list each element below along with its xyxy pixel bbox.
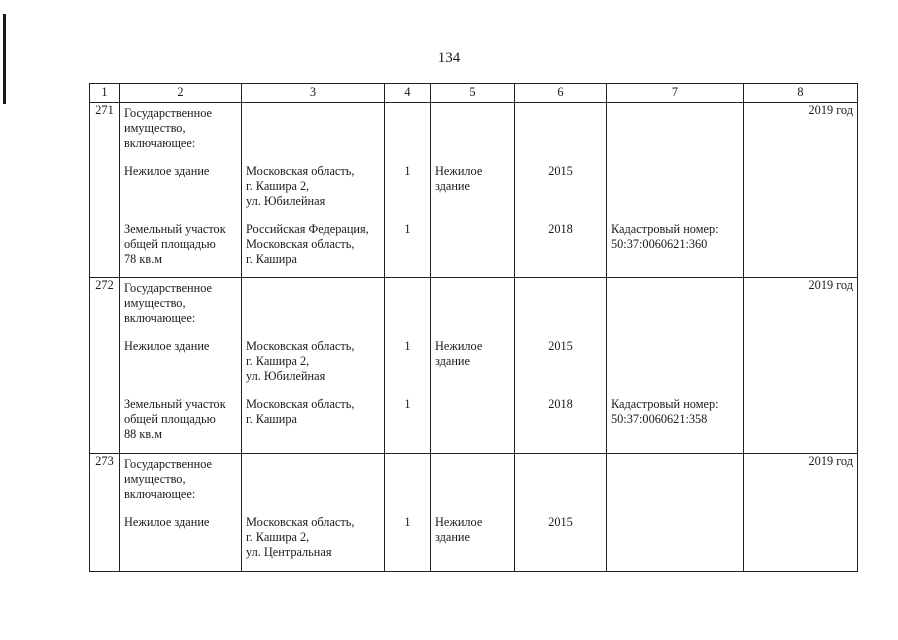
item-quantity: 1	[404, 397, 411, 411]
table-row	[90, 103, 858, 278]
transfer-year: 2019 год	[744, 103, 858, 278]
item-year: 2015	[548, 515, 573, 529]
column-header-6: 6	[515, 84, 607, 103]
item-address: Московская область, г. Кашира 2, ул. Юбилейная	[246, 339, 355, 383]
item-address: Московская область, г. Кашира	[246, 397, 355, 426]
year-cell	[515, 278, 607, 454]
item-address: Московская область, г. Кашира 2, ул. Юбилейная	[246, 164, 355, 208]
item-address: Московская область, г. Кашира 2, ул. Центральная	[246, 515, 355, 559]
item-address: Российская Федерация, Московская область, г. Кашира	[246, 222, 369, 266]
column-header-7: 7	[607, 84, 744, 103]
row-number: 272	[90, 278, 120, 454]
group-label: Государственное имущество, включающее:	[124, 281, 212, 325]
note-cell	[607, 278, 744, 454]
item-name: Нежилое здание	[124, 164, 210, 178]
note-cell	[607, 454, 744, 572]
quantity-cell	[385, 278, 431, 454]
transfer-year: 2019 год	[744, 278, 858, 454]
column-header-4: 4	[385, 84, 431, 103]
year-cell	[515, 454, 607, 572]
object-type-cell	[431, 103, 515, 278]
item-type: Нежилое здание	[435, 164, 483, 193]
item-name: Земельный участок общей площадью 88 кв.м	[124, 397, 226, 441]
item-year: 2015	[548, 339, 573, 353]
property-name-cell	[120, 103, 242, 278]
item-year: 2015	[548, 164, 573, 178]
group-label: Государственное имущество, включающее:	[124, 106, 212, 150]
item-type: Нежилое здание	[435, 515, 483, 544]
transfer-year: 2019 год	[744, 454, 858, 572]
property-name-cell	[120, 454, 242, 572]
item-quantity: 1	[404, 339, 411, 353]
item-name: Нежилое здание	[124, 515, 210, 529]
quantity-cell	[385, 103, 431, 278]
year-cell	[515, 103, 607, 278]
column-header-8: 8	[744, 84, 858, 103]
address-cell	[242, 278, 385, 454]
page-number: 134	[437, 50, 461, 66]
note-cell	[607, 103, 744, 278]
item-name: Нежилое здание	[124, 339, 210, 353]
item-quantity: 1	[404, 515, 411, 529]
item-type: Нежилое здание	[435, 339, 483, 368]
property-registry-table	[89, 83, 858, 572]
column-header-2: 2	[120, 84, 242, 103]
column-header-5: 5	[431, 84, 515, 103]
table-row	[90, 454, 858, 572]
item-name: Земельный участок общей площадью 78 кв.м	[124, 222, 226, 266]
table-row	[90, 278, 858, 454]
item-quantity: 1	[404, 222, 411, 236]
property-name-cell	[120, 278, 242, 454]
cadastral-number: Кадастровый номер: 50:37:0060621:358	[611, 397, 719, 426]
address-cell	[242, 454, 385, 572]
header-row	[90, 84, 858, 103]
row-number: 273	[90, 454, 120, 572]
item-year: 2018	[548, 397, 573, 411]
group-label: Государственное имущество, включающее:	[124, 457, 212, 501]
cadastral-number: Кадастровый номер: 50:37:0060621:360	[611, 222, 719, 251]
column-header-3: 3	[242, 84, 385, 103]
object-type-cell	[431, 278, 515, 454]
address-cell	[242, 103, 385, 278]
item-quantity: 1	[404, 164, 411, 178]
row-number: 271	[90, 103, 120, 278]
object-type-cell	[431, 454, 515, 572]
column-header-1: 1	[90, 84, 120, 103]
item-year: 2018	[548, 222, 573, 236]
quantity-cell	[385, 454, 431, 572]
